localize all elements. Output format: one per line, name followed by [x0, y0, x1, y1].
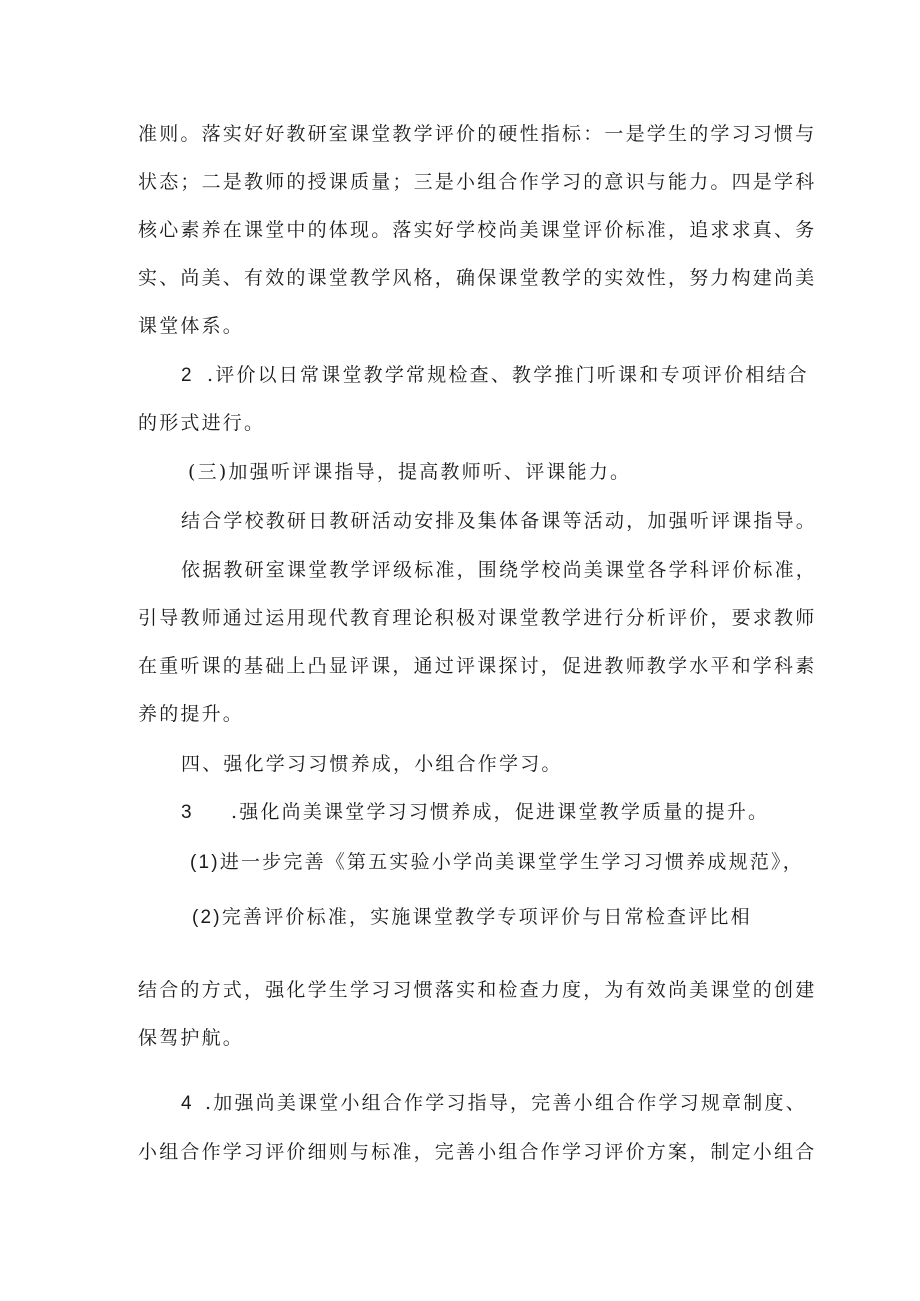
paragraph-line: 课堂体系。 [138, 315, 245, 337]
paragraph-line: 结合学校教研日教研活动安排及集体备课等活动，加强听评课指导。 [181, 510, 818, 532]
paragraph-line: 实、尚美、有效的课堂教学风格，确保课堂教学的实效性，努力构建尚美 [138, 267, 817, 289]
paragraph-line: 在重听课的基础上凸显评课，通过评课探讨，促进教师教学水平和学科素 [138, 655, 817, 677]
paragraph-line: 的形式进行。 [138, 412, 266, 434]
paragraph-line: .加强尚美课堂小组合作学习指导，完善小组合作学习规章制度、 [205, 1092, 807, 1114]
list-item [192, 904, 752, 931]
paragraph-number: 3 [181, 802, 194, 823]
paragraph-line: 保驾护航。 [138, 1027, 245, 1049]
numbered-paragraph [181, 1090, 807, 1117]
paragraph-line: 依据教研室课堂教学评级标准，围绕学校尚美课堂各学科评价标准， [181, 559, 818, 581]
list-item-text: 进一步完善《第五实验小学尚美课堂学生学习习惯养成规范》， [219, 851, 804, 873]
numbered-paragraph [181, 362, 809, 389]
paragraph-line: .强化尚美课堂学习习惯养成，促进课堂教学质量的提升。 [231, 801, 770, 823]
paragraph-line: 结合的方式，强化学生学习习惯落实和检查力度，为有效尚美课堂的创建 [138, 979, 817, 1001]
section-heading: (三)加强听评课指导，提高教师听、评课能力。 [188, 461, 632, 483]
paragraph-line: 核心素养在课堂中的体现。落实好学校尚美课堂评价标准，追求求真、务 [138, 219, 817, 241]
list-item-text: 完善评价标准，实施课堂教学专项评价与日常检查评比相 [221, 906, 752, 928]
numbered-paragraph [181, 799, 769, 826]
paragraph-line: 引导教师通过运用现代教育理论积极对课堂教学进行分析评价，要求教师 [138, 607, 817, 629]
list-item-number: (1) [190, 852, 220, 873]
list-item-number: (2) [192, 907, 222, 928]
section-heading: 四、强化学习习惯养成，小组合作学习。 [181, 753, 563, 775]
paragraph-line: 养的提升。 [138, 703, 245, 725]
paragraph-line: 小组合作学习评价细则与标准，完善小组合作学习评价方案，制定小组合 [138, 1141, 817, 1163]
paragraph-line: 状态；二是教师的授课质量；三是小组合作学习的意识与能力。四是学科 [138, 171, 817, 193]
paragraph-number: 2 [181, 365, 194, 386]
paragraph-line: .评价以日常课堂教学常规检查、教学推门听课和专项评价相结合 [207, 364, 809, 386]
list-item [190, 849, 804, 876]
paragraph-number: 4 [181, 1093, 194, 1114]
paragraph-line: 准则。落实好好教研室课堂教学评价的硬性指标：一是学生的学习习惯与 [138, 123, 817, 145]
